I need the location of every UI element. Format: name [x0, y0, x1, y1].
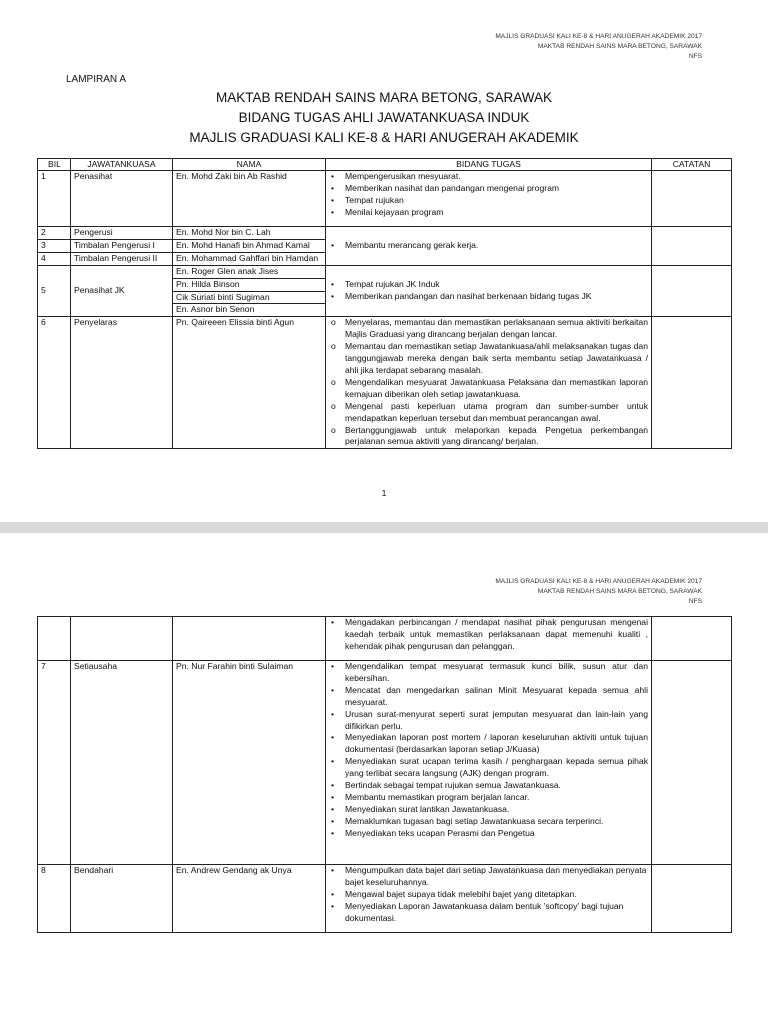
cell-jawatankuasa: Bendahari	[71, 865, 173, 933]
list-item: • Menyediakan teks ucapan Perasmi dan Pengetua	[331, 827, 535, 838]
cell-bil: 5	[38, 265, 71, 317]
cell-jawatankuasa: Pengerusi	[71, 227, 173, 240]
duties-table	[37, 158, 732, 449]
cell-bidang-tugas	[326, 661, 652, 865]
header-catatan: CATATAN	[652, 159, 732, 171]
cell-nama: Cik Suriati binti Sugiman	[173, 291, 326, 304]
list-item: • Tempat rujukan JK Induk	[331, 279, 440, 290]
cell-catatan	[652, 317, 732, 449]
table-row	[38, 865, 732, 933]
cell-catatan	[652, 661, 732, 865]
table-header-row	[38, 159, 732, 171]
header-bil: BIL	[38, 159, 71, 171]
cell-nama: Pn. Qaireeen Elissia binti Agun	[173, 317, 326, 449]
list-item: o Menyelaras, memantau dan memastikan perlaksanaan semua aktiviti berkaitan Majlis Graduasi yang dirancang berjalan dengan lancar.	[331, 317, 648, 340]
cell-nama: En. Andrew Gendang ak Unya	[173, 865, 326, 933]
list-item: • Mengendalikan tempat mesyuarat termasuk kunci bilik, susun atur dan kebersihan.	[331, 661, 648, 683]
table-row	[38, 171, 732, 227]
cell-catatan	[652, 265, 732, 317]
cell-jawatankuasa: Timbalan Pengerusi II	[71, 252, 173, 265]
cell-bidang-tugas	[326, 171, 652, 227]
header-nama: NAMA	[173, 159, 326, 171]
list-item: • Menyediakan surat lantikan Jawatankuasa.	[331, 803, 510, 814]
cell-jawatankuasa: Penyelaras	[71, 317, 173, 449]
list-item: • Mempengerusikan mesyuarat.	[331, 171, 461, 181]
cell-bidang-tugas	[326, 227, 652, 266]
table-row	[38, 317, 732, 449]
cell-catatan	[652, 227, 732, 266]
cell-nama: En. Mohd Zaki bin Ab Rashid	[173, 171, 326, 227]
list-item: • Membantu merancang gerak kerja.	[331, 239, 479, 250]
list-item: • Bertindak sebagai tempat rujukan semua Jawatankuasa.	[331, 780, 561, 791]
cell-jawatankuasa	[71, 617, 173, 661]
title-line-1: MAKTAB RENDAH SAINS MARA BETONG, SARAWAK	[215, 90, 553, 105]
cell-catatan	[652, 865, 732, 933]
lampiran-label: LAMPIRAN A	[66, 74, 127, 85]
running-header	[495, 32, 702, 62]
list-item: o Bertanggungjawab untuk melaporkan kepada Pengetua perkembangan perjalanan semua aktiviti yang dirancang/ berjalan.	[331, 424, 648, 447]
header-line-3: NFS	[688, 598, 702, 605]
table-row	[38, 661, 732, 865]
cell-bidang-tugas	[326, 265, 652, 317]
cell-nama	[173, 617, 326, 661]
list-item: • Mencatat dan mengedarkan salinan Minit Mesyuarat kepada semua ahli mesyuarat.	[331, 684, 648, 707]
header-line-1: MAJLIS GRADUASI KALI KE-8 & HARI ANUGERAH AKADEMIK 2017	[495, 578, 702, 585]
list-item: • Tempat rujukan	[331, 194, 404, 205]
list-item: • Menilai kejayaan program	[331, 206, 444, 217]
cell-bil: 7	[38, 661, 71, 865]
list-item: • Memberikan nasihat dan pandangan mengenai program	[331, 182, 560, 193]
list-item: • Urusan surat-menyurat seperti surat jemputan mesyuarat dan lain-lain yang difikirkan perlu.	[331, 708, 648, 731]
list-item: o Mengendalikan mesyuarat Jawatankuasa Pelaksana dan memastikan laporan kemajuan diberikan oleh setiap jawatankuasa.	[331, 376, 648, 399]
list-item: • Mengadakan perbincangan / mendapat nasihat pihak pengurusan mengenai kaedah terbaik untuk memastikan perlaksanaan dapat memenuhi kualiti , kehendak pihak pengurusan dan pelanggan.	[331, 617, 648, 651]
list-item: • Mengawal bajet supaya tidak melebihi bajet yang ditetapkan.	[331, 888, 577, 899]
header-line-2: MAKTAB RENDAH SAINS MARA BETONG, SARAWAK	[537, 588, 702, 595]
page-number: 1	[381, 488, 387, 498]
table-row	[38, 617, 732, 661]
cell-bidang-tugas	[326, 617, 652, 661]
document-title	[0, 88, 768, 148]
cell-bil: 3	[38, 239, 71, 252]
cell-bil: 4	[38, 252, 71, 265]
cell-bidang-tugas	[326, 317, 652, 449]
cell-nama: Pn. Hilda Binson	[173, 278, 326, 291]
duties-table-continued	[37, 616, 732, 933]
header-line-1: MAJLIS GRADUASI KALI KE-8 & HARI ANUGERAH AKADEMIK 2017	[495, 33, 702, 40]
cell-nama: En. Mohd Hanafi bin Ahmad Kamal	[173, 239, 326, 252]
list-item: • Mengumpulkan data bajet dari setiap Jawatankuasa dan menyediakan penyata bajet keseluruhannya.	[331, 865, 647, 887]
title-line-2: BIDANG TUGAS AHLI JAWATANKUASA INDUK	[238, 110, 530, 125]
cell-catatan	[652, 617, 732, 661]
cell-nama: En. Asnor bin Senon	[173, 304, 326, 317]
cell-bil: 6	[38, 317, 71, 449]
list-item: • Menyediakan surat ucapan terima kasih / penghargaan kepada semua pihak yang terlibat secara langsung (AJK) dengan program.	[331, 756, 648, 779]
table-row	[38, 227, 732, 240]
cell-catatan	[652, 171, 732, 227]
cell-jawatankuasa: Setiausaha	[71, 661, 173, 865]
cell-nama: Pn. Nur Farahin binti Sulaiman	[173, 661, 326, 865]
cell-jawatankuasa: Penasihat	[71, 171, 173, 227]
cell-nama: En. Mohd Nor bin C. Lah	[173, 227, 326, 240]
cell-bidang-tugas	[326, 865, 652, 933]
list-item: o Memantau dan memastikan setiap Jawatankuasa/ahli melaksanakan tugas dan tanggungjawab mereka dengan baik serta membantu setiap Jawatankuasa / ahli jika terdapat sebarang masalah.	[331, 341, 648, 375]
title-line-3: MAJLIS GRADUASI KALI KE-8 & HARI ANUGERAH AKADEMIK	[189, 130, 579, 145]
list-item: • Memberikan pandangan dan nasihat berkenaan bidang tugas JK	[331, 291, 592, 302]
cell-bil: 8	[38, 865, 71, 933]
cell-jawatankuasa: Penasihat JK	[71, 265, 173, 317]
running-header	[495, 577, 702, 607]
cell-bil: 1	[38, 171, 71, 227]
list-item: o Mengenal pasti keperluan utama program dan sumber-sumber untuk mendapatkan keperluan tersebut dan membuat perancangan awal.	[331, 400, 648, 423]
header-jawatankuasa: JAWATANKUASA	[71, 159, 173, 171]
cell-nama: En. Roger Glen anak Jises	[173, 265, 326, 278]
table-row	[38, 265, 732, 278]
list-item: • Membantu memastikan program berjalan lancar.	[331, 791, 530, 802]
cell-jawatankuasa: Timbalan Pengerusi I	[71, 239, 173, 252]
header-line-2: MAKTAB RENDAH SAINS MARA BETONG, SARAWAK	[537, 43, 702, 50]
cell-nama: En. Mohammad Gahffari bin Hamdan	[173, 252, 326, 265]
list-item: • Menyediakan Laporan Jawatankuasa dalam bentuk 'softcopy' bagi tujuan dokumentasi.	[331, 900, 624, 923]
list-item: • Memaklumkan tugasan bagi setiap Jawatankuasa secara terperinci.	[331, 815, 604, 826]
header-line-3: NFS	[688, 53, 702, 60]
list-item: • Menyediakan laporan post mortem / laporan keseluruhan aktiviti untuk tujuan dokumentasi (berdasarkan laporan setiap J/Kuasa)	[331, 732, 648, 755]
cell-bil	[38, 617, 71, 661]
header-bidang-tugas: BIDANG TUGAS	[326, 159, 652, 171]
cell-bil: 2	[38, 227, 71, 240]
